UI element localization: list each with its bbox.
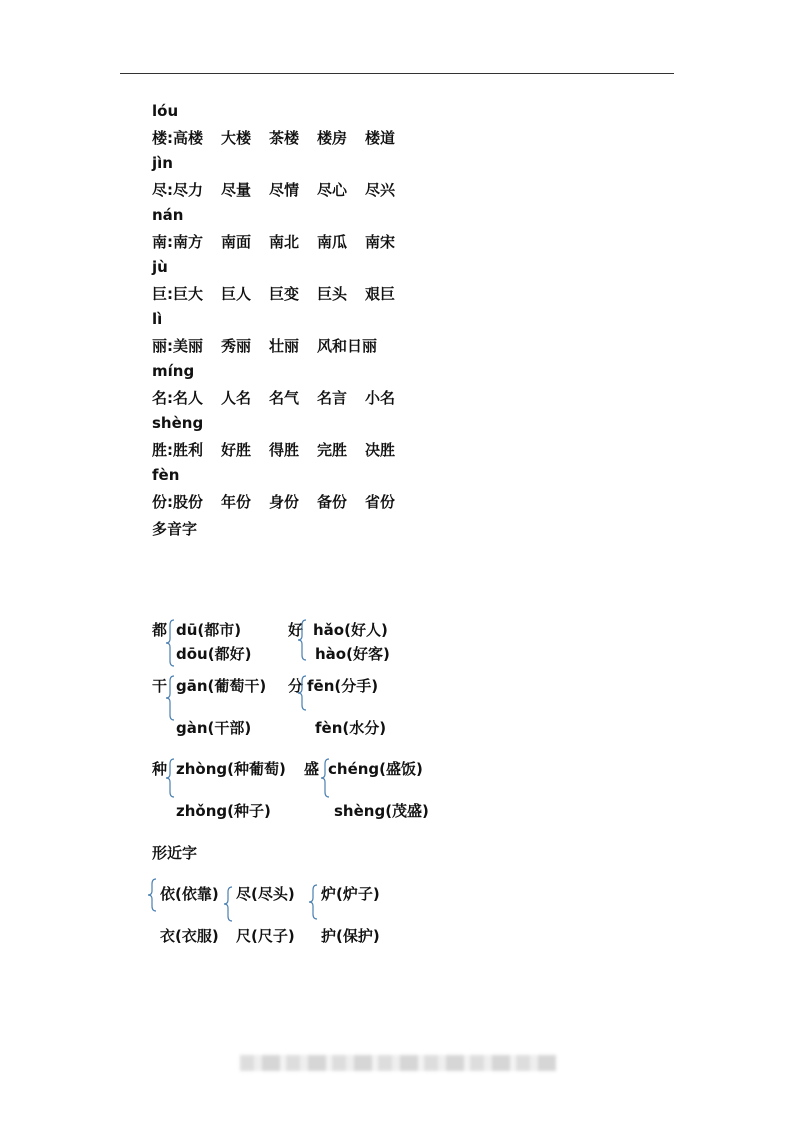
vocab-word: 楼房: [317, 129, 348, 147]
reading-2: zhǒng(种子): [176, 802, 271, 820]
vocab-word: 尽心: [317, 181, 348, 199]
vocab-char: 份:: [152, 493, 173, 511]
vocab-word: 小名: [365, 389, 396, 407]
vocab-word: 股份: [173, 493, 204, 511]
vocab-word: 楼道: [365, 129, 396, 147]
polyphonic-char: 盛: [304, 760, 320, 778]
vocab-word: 尽力: [173, 181, 204, 199]
vocab-word: 巨变: [269, 285, 300, 303]
vocab-char: 名:: [152, 389, 173, 407]
reading-2: shèng(茂盛): [334, 802, 429, 820]
vocab-word: 胜利: [173, 441, 204, 459]
brace-icon: [147, 878, 157, 912]
similar-bottom: 衣(衣服): [160, 927, 219, 945]
reading-1: hǎo(好人): [313, 621, 388, 639]
polyphonic-char: 都: [152, 621, 168, 639]
pinyin-label: jù: [152, 258, 168, 276]
vocab-word: 尽情: [269, 181, 300, 199]
vocab-char: 南:: [152, 233, 173, 251]
vocab-char: 丽:: [152, 337, 173, 355]
vocab-word: 壮丽: [269, 337, 300, 355]
vocab-word: 巨大: [173, 285, 204, 303]
similar-top: 依(依靠): [160, 885, 219, 903]
vocab-word: 尽量: [221, 181, 252, 199]
vocab-word: 南宋: [365, 233, 396, 251]
pinyin-label: lóu: [152, 102, 179, 120]
vocab-word: 秀丽: [221, 337, 252, 355]
vocab-word: 茶楼: [269, 129, 300, 147]
pinyin-label: fèn: [152, 466, 180, 484]
vocab-word: 南北: [269, 233, 300, 251]
vocab-word: 决胜: [365, 441, 396, 459]
vocab-word: 高楼: [173, 129, 204, 147]
vocab-word: 年份: [221, 493, 252, 511]
brace-icon: [297, 619, 307, 661]
reading-1: gān(葡萄干): [176, 677, 267, 695]
vocab-word: 名人: [173, 389, 204, 407]
vocab-word: 名气: [269, 389, 300, 407]
polyphonic-heading: 多音字: [152, 520, 198, 538]
blurred-footer: [240, 1055, 556, 1071]
vocab-word: 巨人: [221, 285, 252, 303]
brace-icon: [165, 758, 175, 798]
brace-icon: [165, 619, 175, 667]
reading-1: fēn(分手): [307, 677, 379, 695]
vocab-char: 尽:: [152, 181, 173, 199]
brace-icon: [223, 886, 233, 922]
pinyin-label: míng: [152, 362, 195, 380]
vocab-word: 美丽: [173, 337, 204, 355]
vocab-word: 南瓜: [317, 233, 348, 251]
vocab-word: 艰巨: [365, 285, 396, 303]
reading-1: dū(都市): [176, 621, 242, 639]
vocab-word: 得胜: [269, 441, 300, 459]
vocab-word: 身份: [269, 493, 300, 511]
reading-2: dōu(都好): [176, 645, 252, 663]
similar-bottom: 护(保护): [321, 927, 380, 945]
polyphonic-char: 好: [288, 621, 304, 639]
vocab-word: 南方: [173, 233, 204, 251]
top-rule: [120, 73, 674, 74]
reading-2: hào(好客): [315, 645, 390, 663]
vocab-word: 好胜: [221, 441, 252, 459]
reading-1: zhòng(种葡萄): [176, 760, 286, 778]
vocab-word: 尽兴: [365, 181, 396, 199]
similar-bottom: 尺(尺子): [236, 927, 295, 945]
vocab-char: 巨:: [152, 285, 173, 303]
brace-icon: [165, 675, 175, 721]
vocab-word: 人名: [221, 389, 252, 407]
brace-icon: [308, 884, 318, 920]
pinyin-label: lì: [152, 310, 163, 328]
similar-top: 炉(炉子): [321, 885, 380, 903]
vocab-word: 风和日丽: [317, 337, 378, 355]
vocab-char: 胜:: [152, 441, 173, 459]
pinyin-label: jìn: [152, 154, 173, 172]
pinyin-label: shèng: [152, 414, 204, 432]
polyphonic-char: 干: [152, 677, 168, 695]
similar-top: 尽(尽头): [236, 885, 295, 903]
vocab-word: 备份: [317, 493, 348, 511]
brace-icon: [297, 675, 307, 711]
polyphonic-char: 种: [152, 760, 168, 778]
similar-heading: 形近字: [152, 844, 198, 862]
vocab-word: 完胜: [317, 441, 348, 459]
vocab-char: 楼:: [152, 129, 173, 147]
reading-1: chéng(盛饭): [328, 760, 423, 778]
pinyin-label: nán: [152, 206, 184, 224]
vocab-word: 巨头: [317, 285, 348, 303]
reading-2: fèn(水分): [315, 719, 387, 737]
vocab-word: 大楼: [221, 129, 252, 147]
vocab-word: 南面: [221, 233, 252, 251]
vocab-word: 名言: [317, 389, 348, 407]
reading-2: gàn(干部): [176, 719, 252, 737]
vocab-word: 省份: [365, 493, 396, 511]
polyphonic-char: 分: [288, 677, 304, 695]
